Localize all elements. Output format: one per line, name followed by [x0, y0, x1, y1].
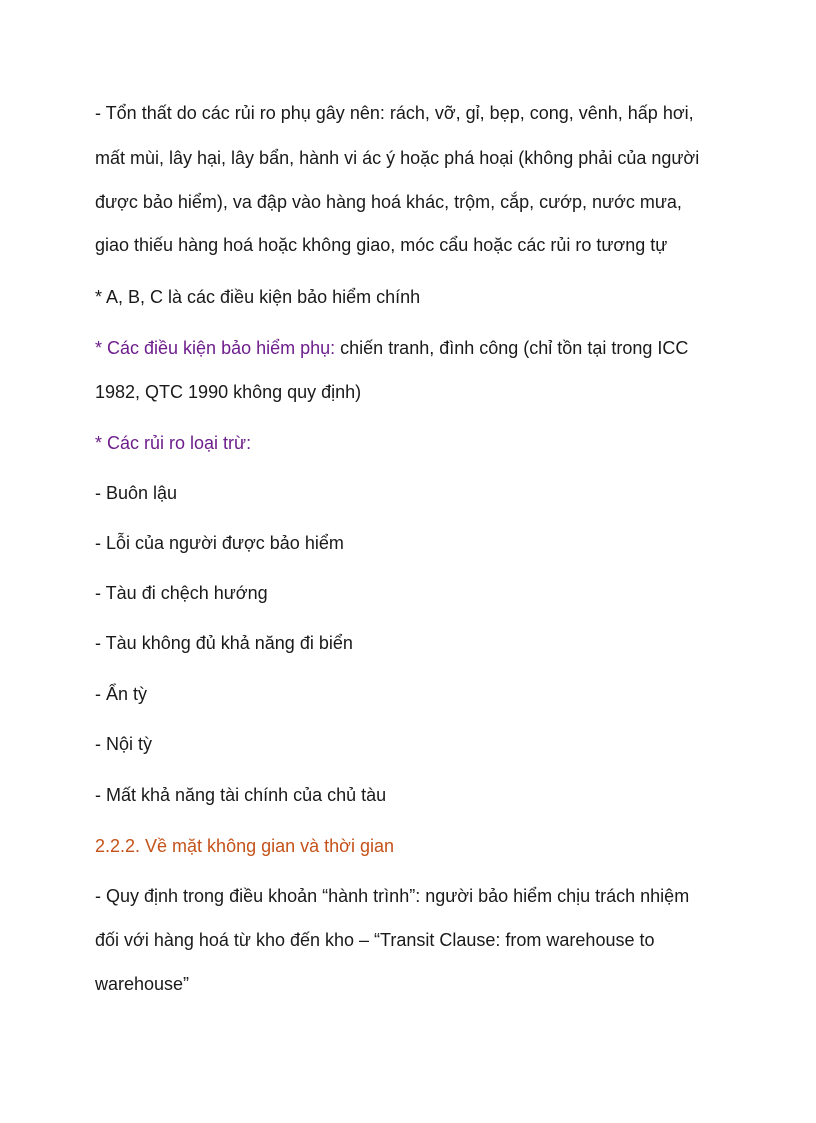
section-heading: 2.2.2. Về mặt không gian và thời gian — [95, 836, 394, 856]
list-item: - Nội tỳ — [95, 734, 153, 754]
list-item: - Mất khả năng tài chính của chủ tàu — [95, 785, 387, 805]
list-item: - Ẩn tỳ — [95, 684, 148, 704]
paragraph-line: warehouse” — [95, 974, 190, 994]
list-item: - Tàu đi chệch hướng — [95, 583, 268, 603]
paragraph-line: - Tổn thất do các rủi ro phụ gây nên: rách, vỡ, gỉ, bẹp, cong, vênh, hấp hơi, — [95, 103, 694, 123]
paragraph-line: được bảo hiểm), va đập vào hàng hoá khác, trộm, cắp, cướp, nước mưa, — [95, 192, 682, 212]
paragraph-line: mất mùi, lây hại, lây bẩn, hành vi ác ý hoặc phá hoại (không phải của người — [95, 148, 700, 168]
list-item: - Buôn lậu — [95, 483, 178, 503]
additional-conditions-text: chiến tranh, đình công (chỉ tồn tại trong ICC — [335, 338, 689, 358]
list-item: - Tàu không đủ khả năng đi biển — [95, 633, 353, 653]
additional-conditions-line — [95, 337, 688, 359]
paragraph-line: đối với hàng hoá từ kho đến kho – “Transit Clause: from warehouse to — [95, 930, 655, 950]
paragraph-line: giao thiếu hàng hoá hoặc không giao, móc cẩu hoặc các rủi ro tương tự — [95, 235, 668, 255]
main-conditions-note: * A, B, C là các điều kiện bảo hiểm chính — [95, 287, 421, 307]
additional-conditions-heading: * Các điều kiện bảo hiểm phụ: — [95, 338, 336, 358]
list-item: - Lỗi của người được bảo hiểm — [95, 533, 344, 553]
paragraph-line: - Quy định trong điều khoản “hành trình”: người bảo hiểm chịu trách nhiệm — [95, 886, 690, 906]
exclusions-heading: * Các rủi ro loại trừ: — [95, 433, 252, 453]
additional-conditions-line: 1982, QTC 1990 không quy định) — [95, 382, 362, 402]
